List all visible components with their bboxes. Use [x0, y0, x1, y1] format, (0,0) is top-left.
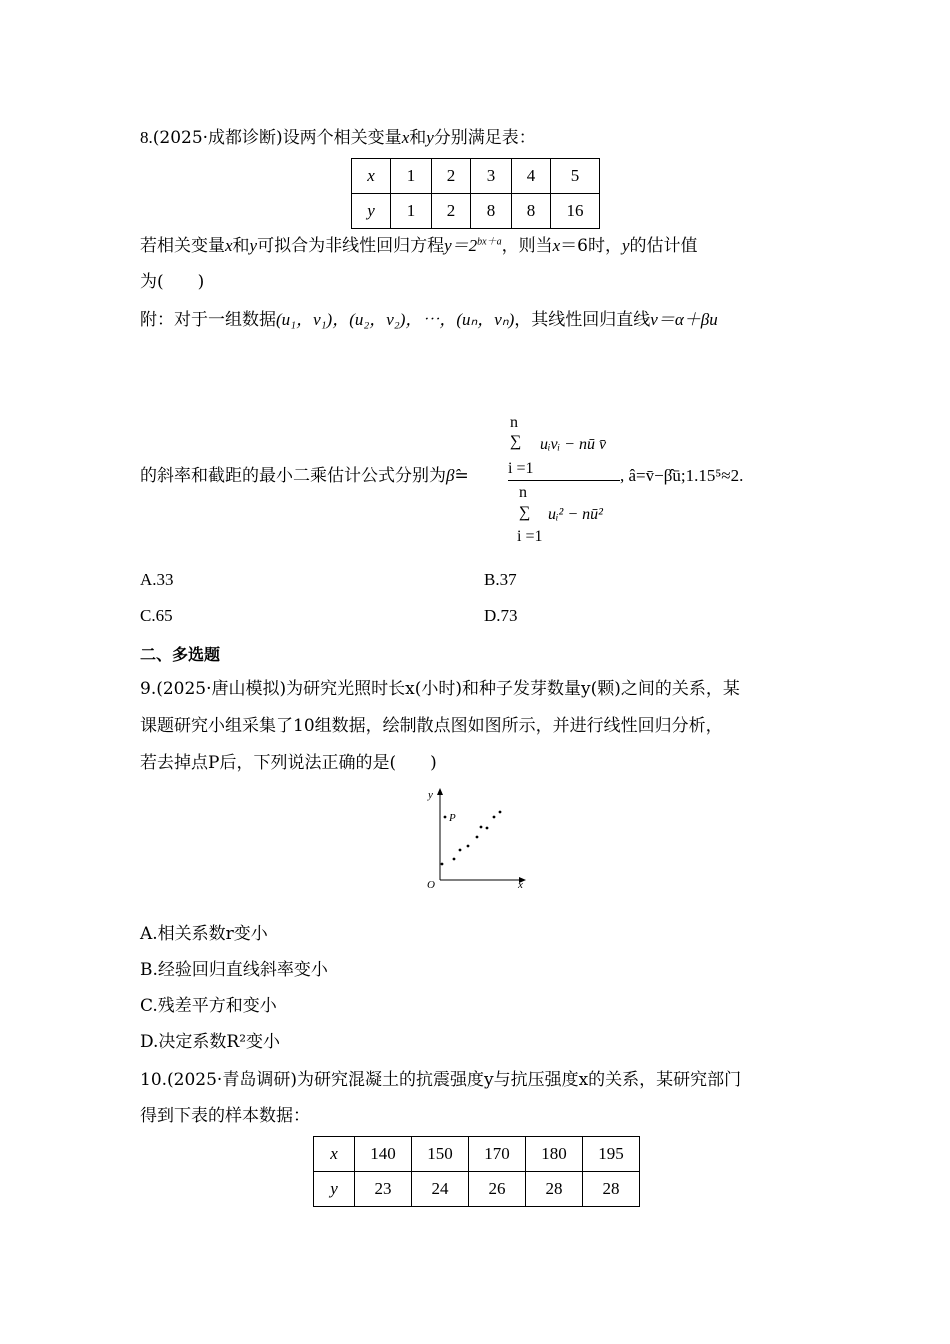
table-row	[352, 194, 600, 229]
q8-source: (2025·成都诊断)	[152, 128, 283, 148]
q9-option-b: B.经验回归直线斜率变小	[140, 960, 328, 980]
q10-data-table	[313, 1136, 640, 1207]
scatter-point	[486, 827, 489, 830]
q8-note-mid: ，其线性回归直线	[514, 310, 651, 330]
q8-var-x: x	[401, 128, 410, 147]
q8-stem: 设两个相关变量	[282, 128, 402, 148]
table-cell: 4	[512, 159, 551, 194]
table-cell: 2	[432, 194, 471, 229]
scatter-point	[441, 863, 444, 866]
frac-den-sum: ∑	[519, 504, 531, 521]
table-cell: 16	[551, 194, 600, 229]
q10-line1: 10.(2025·青岛调研)为研究混凝土的抗震强度y与抗压强度x的关系，某研究部门	[140, 1070, 742, 1090]
q8-formula-lead-text: 的斜率和截距的最小二乘估计公式分别为	[140, 466, 446, 486]
section-title: 二、多选题	[140, 645, 221, 664]
q8-line2-a: 若相关变量	[140, 236, 225, 256]
table-cell: 24	[412, 1172, 469, 1207]
scatter-point	[499, 811, 502, 814]
frac-den-i: i =1	[517, 528, 543, 545]
q9-line3: 若去掉点P后，下列说法正确的是( )	[140, 753, 437, 773]
q8-note	[140, 308, 718, 332]
table-cell: 180	[526, 1137, 583, 1172]
q8-option-a: A.33	[140, 570, 174, 589]
frac-num-i: i =1	[508, 460, 534, 477]
q8-line2-and: 和	[232, 236, 250, 256]
table-row	[314, 1137, 640, 1172]
q9-option-a: A.相关系数r变小	[140, 924, 268, 944]
q8-line2-c: ，则当	[501, 236, 553, 256]
scatter-point	[453, 858, 456, 861]
table-cell: 23	[355, 1172, 412, 1207]
q8-and: 和	[409, 128, 427, 148]
q8-note-data: (u₁，v₁)，(u₂，v₂)，⋯，(uₙ，vₙ)	[276, 310, 515, 329]
scatter-point	[467, 845, 470, 848]
q8-line2-x: x	[225, 236, 233, 255]
table-cell: 150	[412, 1137, 469, 1172]
q8-line2-b: 可拟合为非线性回归方程	[257, 236, 445, 256]
q10-line2: 得到下表的样本数据：	[140, 1106, 310, 1126]
origin-label: O	[427, 879, 435, 891]
q8-note-prefix: 附：对于一组数据	[140, 310, 276, 330]
table-cell: 195	[583, 1137, 640, 1172]
q8-line2-y: y	[249, 236, 258, 255]
axis-x-label: x	[518, 879, 523, 891]
scatter-point	[480, 826, 483, 829]
table-cell: 170	[469, 1137, 526, 1172]
point-p-label: P	[449, 812, 456, 824]
table-cell: 1	[391, 159, 432, 194]
axis-y-label: y	[428, 789, 433, 801]
q8-line2-y2: y	[621, 236, 630, 255]
table-cell: 3	[471, 159, 512, 194]
table-cell: 5	[551, 159, 600, 194]
q9-option-c: C.残差平方和变小	[140, 996, 277, 1016]
table-cell: 140	[355, 1137, 412, 1172]
q9-option-d: D.决定系数R²变小	[140, 1032, 281, 1052]
q8-line2-d: ＝6时，	[560, 236, 622, 256]
q8-line2-e: 的估计值	[629, 236, 698, 256]
frac-num-expr: uᵢvᵢ − nū v̄	[540, 436, 607, 453]
frac-num-n: n	[510, 414, 518, 431]
q8-line1	[140, 126, 536, 150]
q9-line1: 9.(2025·唐山模拟)为研究光照时长x(小时)和种子发芽数量y(颗)之间的关系，某	[140, 679, 740, 699]
frac-den-expr: uᵢ² − nū²	[548, 506, 603, 523]
table-row	[352, 159, 600, 194]
table-cell: y	[314, 1172, 355, 1207]
q8-line3-text: 为( )	[140, 272, 205, 292]
frac-num-sum: ∑	[510, 433, 522, 450]
table-cell: 8	[471, 194, 512, 229]
scatter-point-p	[444, 816, 447, 819]
q8-alpha-part: , â=v̄−β̂ū;1.15⁵≈2.	[620, 466, 744, 485]
q8-beta-hat: β̂	[446, 466, 455, 485]
q8-stem-end: 分别满足表：	[433, 128, 536, 148]
y-axis-arrow-icon	[437, 788, 443, 795]
q8-line2-x2: x	[552, 236, 561, 255]
q8-line2	[140, 234, 698, 258]
frac-den-n: n	[519, 484, 527, 501]
q8-option-d: D.73	[484, 606, 518, 625]
q9-line2: 课题研究小组采集了10组数据，绘制散点图如图所示，并进行线性回归分析，	[140, 716, 723, 736]
q8-eq-lhs: y＝2	[444, 236, 478, 255]
scatter-point	[476, 836, 479, 839]
scatter-point	[493, 816, 496, 819]
table-cell: 28	[526, 1172, 583, 1207]
q8-eq-exp: bx＋a	[477, 236, 502, 248]
table-row	[314, 1172, 640, 1207]
table-cell: 2	[432, 159, 471, 194]
scatter-plot	[418, 784, 538, 894]
q8-formula-lead: 的斜率和截距的最小二乘估计公式分别为β̂=	[140, 466, 469, 486]
table-cell: 26	[469, 1172, 526, 1207]
table-cell: y	[352, 194, 391, 229]
fraction-bar	[508, 480, 620, 481]
q8-option-c: C.65	[140, 606, 173, 625]
q8-line3	[140, 270, 204, 294]
q8-note-eq: v＝α＋βu	[650, 310, 718, 329]
q8-option-b: B.37	[484, 570, 517, 589]
table-cell: 8	[512, 194, 551, 229]
table-cell: 28	[583, 1172, 640, 1207]
table-cell: x	[352, 159, 391, 194]
scatter-point	[459, 849, 462, 852]
table-cell: 1	[391, 194, 432, 229]
q8-var-y: y	[426, 128, 434, 147]
q8-data-table	[351, 158, 600, 229]
q8-number: 8.	[140, 128, 153, 147]
table-cell: x	[314, 1137, 355, 1172]
